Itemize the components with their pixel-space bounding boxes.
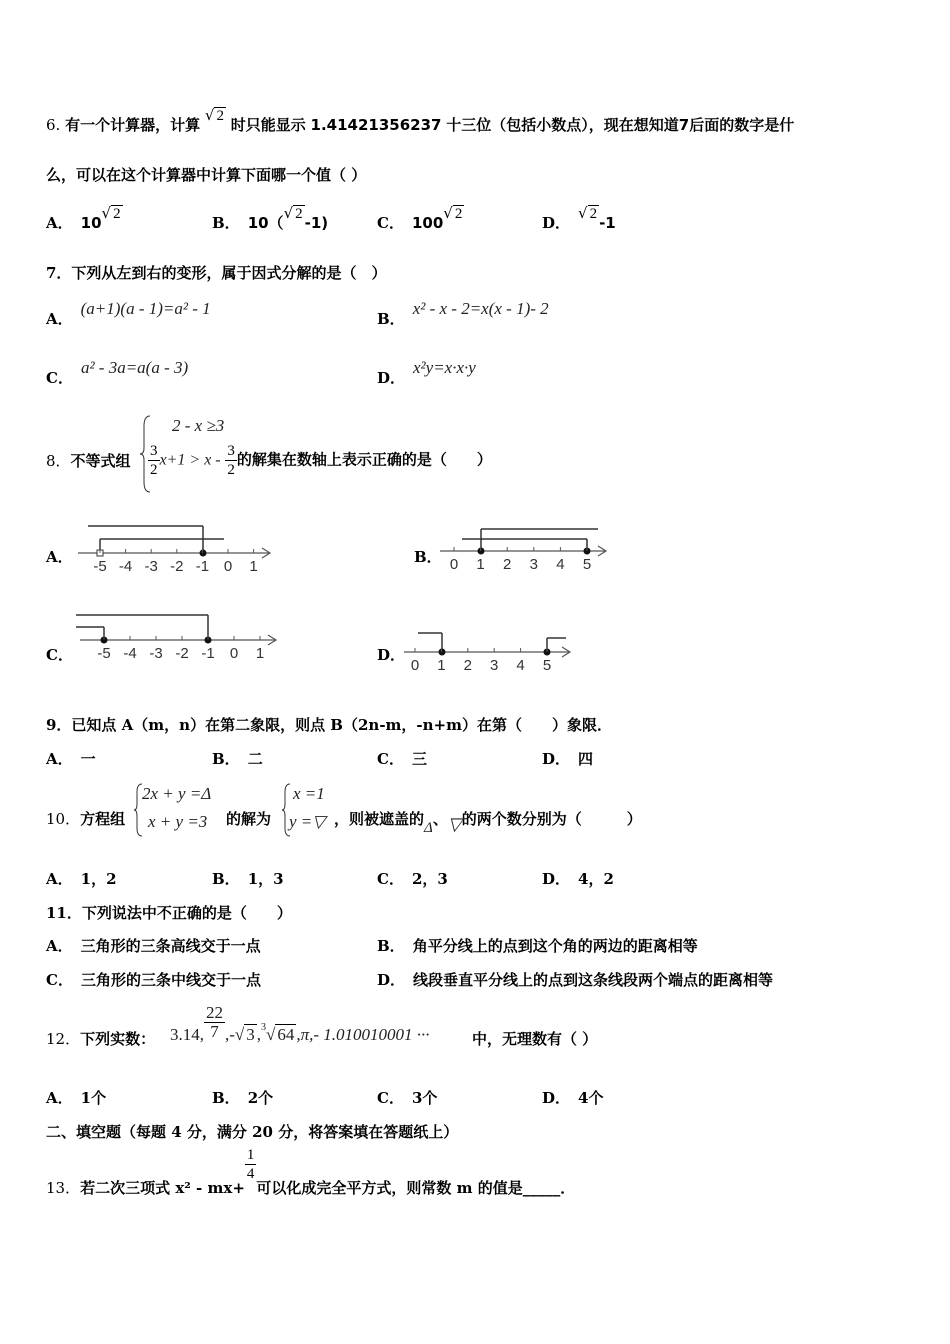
numberline-tick-label: 3 xyxy=(490,657,499,674)
numberline-tick-label: 0 xyxy=(449,556,459,573)
numberline-tick-label: 3 xyxy=(529,556,538,573)
q8-option-a-label[interactable]: A． xyxy=(46,548,73,566)
q10-option-d[interactable]: D． 4，2 xyxy=(542,870,614,888)
q6-text-4: 后面的数字是什 xyxy=(689,116,795,134)
q7-option-a[interactable]: A．(a+1)(a - 1)=a² - 1 xyxy=(46,299,211,328)
q12-numbers: 3.14, $\frac{22}{7}$ ,-√ 3 ,$^3$√ 64 ,π,- 1.010010001 ··· xyxy=(170,1003,430,1045)
q11-option-b[interactable]: B． 角平分线上的点到这个角的两边的距离相等 xyxy=(377,937,698,955)
q8-option-c-label[interactable]: C． xyxy=(46,646,73,664)
numberline-tick-label: 1 xyxy=(255,645,265,662)
q11-option-d[interactable]: D． 线段垂直平分线上的点到这条线段两个端点的距离相等 xyxy=(377,971,774,989)
numberline-tick-label: -5 xyxy=(97,645,111,662)
numberline-tick-label: 2 xyxy=(463,657,472,674)
numberline-tick-label: 1 xyxy=(437,657,446,674)
numberline-tick-label: -3 xyxy=(144,558,158,575)
q6-number: 6. xyxy=(46,116,61,134)
numberline-tick-label: -5 xyxy=(93,558,107,575)
numberline-tick-label: -2 xyxy=(170,558,184,575)
q6-text-3: 十三位（包括小数点），现在想知道 xyxy=(446,116,679,134)
q9-option-d[interactable]: D． 四 xyxy=(542,750,594,768)
q12-option-d[interactable]: D． 4个 xyxy=(542,1089,604,1107)
numberline-tick-label: -4 xyxy=(123,645,137,662)
q9-stem: 9．已知点 A（m，n）在第二象限，则点 B（2n-m，-n+m）在第（ ）象限． xyxy=(46,716,612,734)
q6-option-c[interactable]: C． 100√ 2 xyxy=(377,204,463,232)
q10-tail: ，则被遮盖的Δ、▽的两个数分别为（ ） xyxy=(334,810,642,836)
q8-inequality-1: 2 - x ≥3 xyxy=(172,416,225,435)
q10-stem: 10．方程组 xyxy=(46,810,126,828)
q6-seven: 7 xyxy=(678,116,690,134)
q11-stem: 11．下列说法中不正确的是（ ） xyxy=(46,904,292,922)
q8-option-b-label[interactable]: B． xyxy=(414,548,442,566)
q12-post: 中，无理数有（ ） xyxy=(472,1030,598,1048)
q9-option-a[interactable]: A． 一 xyxy=(46,750,96,768)
section-2-heading: 二、填空题（每题 4 分，满分 20 分，将答案填在答题纸上） xyxy=(46,1123,459,1141)
numberline-tick-label: 1 xyxy=(249,558,258,575)
q7-option-d[interactable]: D．x²y=x·x·y xyxy=(377,358,476,387)
q12-option-a[interactable]: A． 1个 xyxy=(46,1089,107,1107)
q8-stem: 8．不等式组 xyxy=(46,452,131,470)
numberline-tick-label: 0 xyxy=(410,657,420,674)
q10-option-c[interactable]: C． 2，3 xyxy=(377,870,448,888)
numberline-tick-label: -4 xyxy=(118,558,133,575)
numberline-tick-label: -3 xyxy=(149,645,163,662)
q10-eq-1: 2x + y =Δ xyxy=(142,784,212,803)
numberline-tick-label: 5 xyxy=(542,657,552,674)
q8-option-d-numberline[interactable] xyxy=(402,622,592,678)
q11-option-a[interactable]: A． 三角形的三条高线交于一点 xyxy=(46,937,261,955)
q10-option-b[interactable]: B． 1，3 xyxy=(212,870,284,888)
numberline-tick-label: 1 xyxy=(476,556,485,573)
numberline-tick-label: -1 xyxy=(195,558,210,575)
q6-line2: 么，可以在这个计算器中计算下面哪一个值（ ） xyxy=(46,166,367,184)
q10-sol-2: y =▽ xyxy=(289,812,326,831)
numberline-tick-label: 2 xyxy=(503,556,512,573)
q8-option-a-numberline[interactable] xyxy=(72,522,282,578)
q7-option-b[interactable]: B．x² - x - 2=x(x - 1)- 2 xyxy=(377,299,549,328)
q9-option-b[interactable]: B． 二 xyxy=(212,750,263,768)
q6-option-a[interactable]: A． 10√ 2 xyxy=(46,204,121,232)
q12-option-b[interactable]: B． 2个 xyxy=(212,1089,274,1107)
numberline-tick-label: -2 xyxy=(175,645,189,662)
numberline-tick-label: 4 xyxy=(556,556,565,573)
q7-stem: 7．下列从左到右的变形，属于因式分解的是（ ） xyxy=(46,264,387,282)
q8-option-b-numberline[interactable] xyxy=(440,522,620,578)
q10-eq-2: x + y =3 xyxy=(148,812,208,831)
q13-stem: 13．若二次三项式 x² - mx+ $\frac{1}{4}$ 可以化成完全平方式，则常数 m 的值是_____． xyxy=(46,1147,576,1197)
q6-text-1: 有一个计算器，计算 xyxy=(65,116,201,134)
q6-option-b[interactable]: B． 10（√ 2 -1) xyxy=(212,204,329,232)
q8-option-d-label[interactable]: D． xyxy=(377,646,406,664)
q6-text-2: 时只能显示 xyxy=(230,116,306,134)
numberline-tick-label: 4 xyxy=(516,657,525,674)
q6-option-d[interactable]: D．√ 2 -1 xyxy=(542,204,616,232)
numberline-tick-label: 0 xyxy=(229,645,239,662)
q10-sol-1: x =1 xyxy=(293,784,325,803)
q9-option-c[interactable]: C． 三 xyxy=(377,750,427,768)
q7-option-c[interactable]: C．a² - 3a=a(a - 3) xyxy=(46,358,189,387)
q10-mid: 的解为 xyxy=(226,810,272,828)
q12-stem: 12．下列实数： xyxy=(46,1030,156,1048)
q6-line1 xyxy=(46,106,795,135)
numberline-tick-label: 0 xyxy=(223,558,233,575)
q6-value: 1.41421356237 xyxy=(310,116,442,134)
q11-option-c[interactable]: C． 三角形的三条中线交于一点 xyxy=(46,971,261,989)
q6-sqrt: √ 2 xyxy=(204,106,224,124)
numberline-tick-label: 5 xyxy=(582,556,592,573)
q8-inequality-2: $\frac{3}{2}$ x+1 > x - $\frac{3}{2}$ 的解集在数轴上表示正确的是（ ） xyxy=(150,443,492,478)
q8-option-c-numberline[interactable] xyxy=(72,610,282,666)
q10-option-a[interactable]: A． 1，2 xyxy=(46,870,117,888)
q12-option-c[interactable]: C． 3个 xyxy=(377,1089,438,1107)
numberline-tick-label: -1 xyxy=(201,645,215,662)
